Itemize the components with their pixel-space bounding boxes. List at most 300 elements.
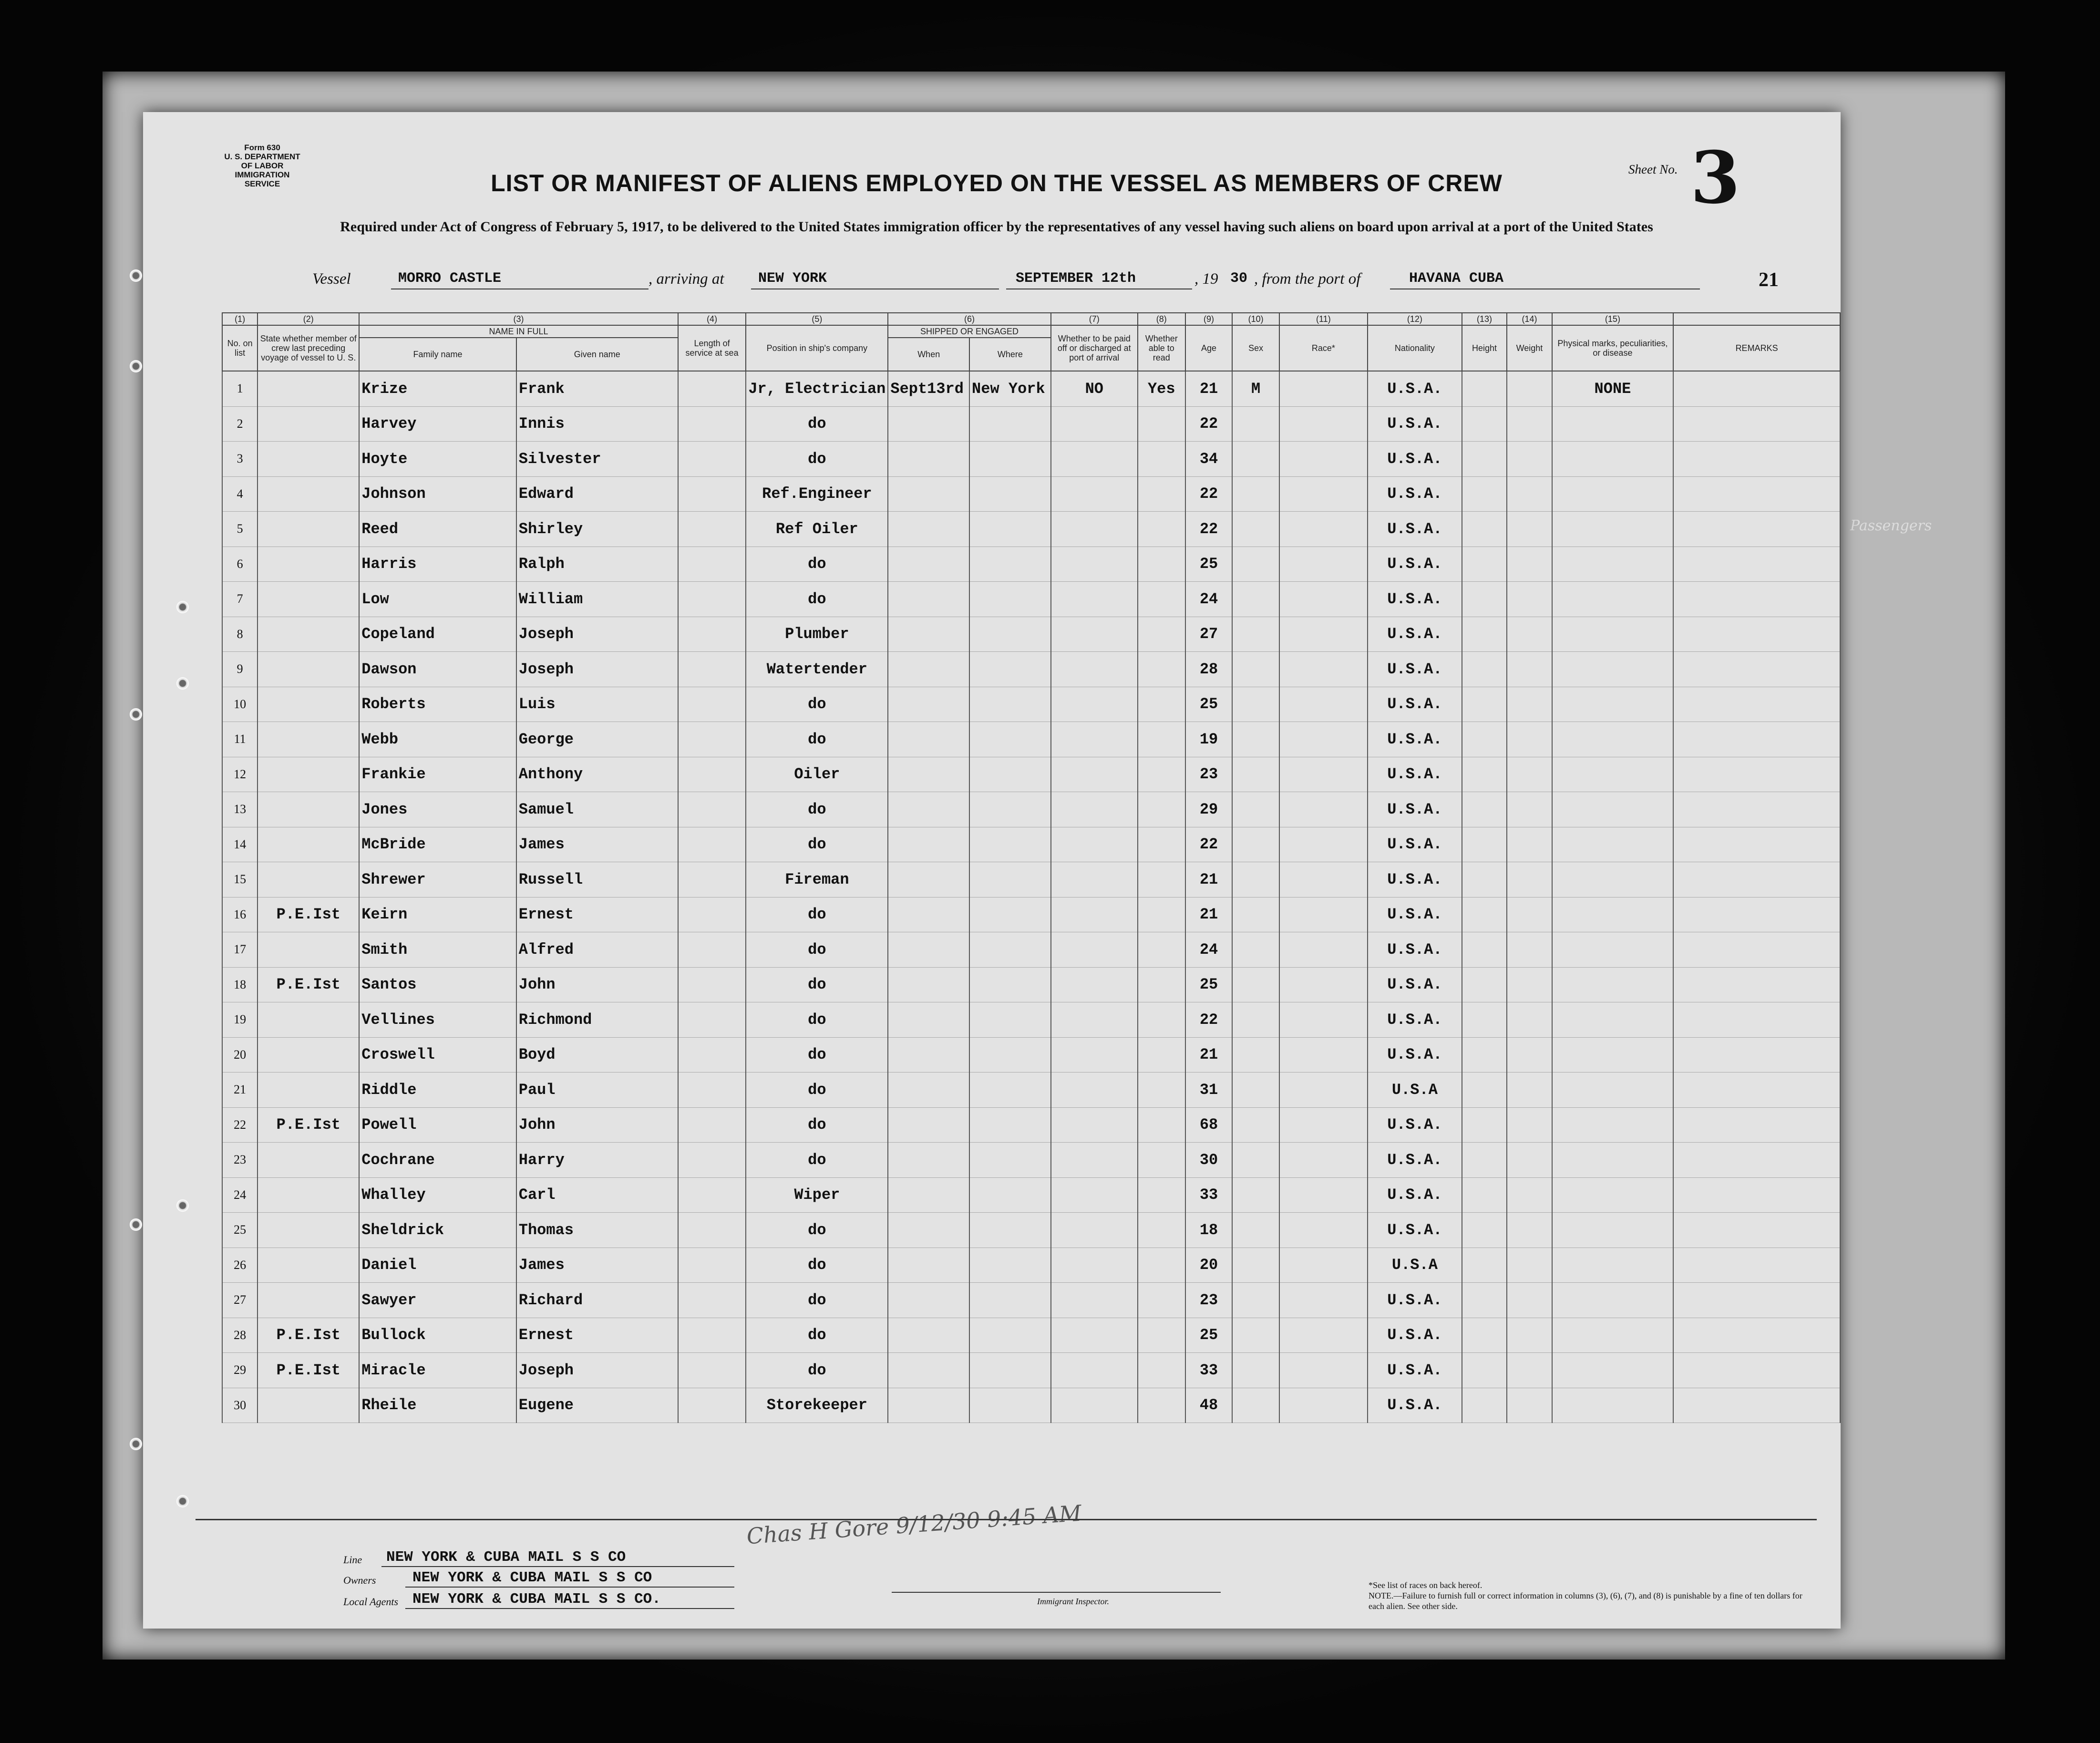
age-cell: 29 (1185, 792, 1233, 827)
remarks-cell (1673, 967, 1840, 1002)
row-number-cell: 29 (222, 1353, 257, 1388)
shipped-where-cell (969, 1037, 1051, 1073)
able-to-read-cell (1138, 512, 1185, 547)
height-cell (1462, 897, 1507, 932)
sex-cell: M (1232, 371, 1279, 406)
shipped-when-cell (888, 862, 969, 897)
shipped-when-cell (888, 792, 969, 827)
table-row (222, 722, 1840, 757)
shipped-where-cell (969, 652, 1051, 687)
remarks-cell (1673, 932, 1840, 968)
race-cell (1279, 1002, 1368, 1038)
header-name-in-full: NAME IN FULL (359, 325, 678, 338)
physical-marks-cell (1552, 476, 1673, 512)
family-name-cell: Harris (359, 547, 516, 582)
nationality-cell: U.S.A. (1368, 757, 1462, 792)
given-name-cell: Silvester (516, 442, 678, 477)
length-of-service-cell (678, 1283, 746, 1318)
height-cell (1462, 1353, 1507, 1388)
shipped-when-cell (888, 1177, 969, 1213)
weight-cell (1507, 1213, 1552, 1248)
height-cell (1462, 512, 1507, 547)
punch-hole-icon (176, 1495, 189, 1507)
race-cell (1279, 1318, 1368, 1353)
family-name-cell: Low (359, 582, 516, 617)
header-physical-marks: Physical marks, peculiarities, or disease (1552, 325, 1673, 371)
position-cell: do (746, 1143, 888, 1178)
height-cell (1462, 687, 1507, 722)
table-row (222, 932, 1840, 968)
header-given-name: Given name (516, 338, 678, 371)
weight-cell (1507, 371, 1552, 406)
page-number: 21 (1759, 269, 1779, 291)
able-to-read-cell (1138, 1073, 1185, 1108)
age-cell: 25 (1185, 1318, 1233, 1353)
paid-off-cell (1051, 862, 1138, 897)
shipped-where-cell (969, 722, 1051, 757)
height-cell (1462, 582, 1507, 617)
able-to-read-cell (1138, 757, 1185, 792)
sex-cell (1232, 1283, 1279, 1318)
length-of-service-cell (678, 406, 746, 442)
length-of-service-cell (678, 862, 746, 897)
previous-voyage-cell (257, 1073, 359, 1108)
footnote (1369, 1580, 1807, 1611)
age-cell: 30 (1185, 1143, 1233, 1178)
race-cell (1279, 371, 1368, 406)
paid-off-cell (1051, 1143, 1138, 1178)
able-to-read-cell (1138, 687, 1185, 722)
family-name-cell: Cochrane (359, 1143, 516, 1178)
able-to-read-cell (1138, 1248, 1185, 1283)
weight-cell (1507, 1388, 1552, 1423)
nationality-cell: U.S.A. (1368, 722, 1462, 757)
paid-off-cell (1051, 897, 1138, 932)
length-of-service-cell (678, 547, 746, 582)
able-to-read-cell (1138, 862, 1185, 897)
shipped-where-cell (969, 547, 1051, 582)
given-name-cell: Edward (516, 476, 678, 512)
family-name-cell: Whalley (359, 1177, 516, 1213)
header-remarks: REMARKS (1673, 325, 1840, 371)
weight-cell (1507, 1248, 1552, 1283)
able-to-read-cell (1138, 1143, 1185, 1178)
remarks-cell (1673, 652, 1840, 687)
nationality-cell: U.S.A. (1368, 792, 1462, 827)
punch-hole-icon (130, 708, 142, 721)
crew-manifest-table (222, 312, 1841, 1423)
race-cell (1279, 1177, 1368, 1213)
given-name-cell: Carl (516, 1177, 678, 1213)
physical-marks-cell (1552, 1388, 1673, 1423)
previous-voyage-cell (257, 1143, 359, 1178)
able-to-read-cell (1138, 1213, 1185, 1248)
height-cell (1462, 1177, 1507, 1213)
physical-marks-cell (1552, 862, 1673, 897)
race-cell (1279, 1283, 1368, 1318)
length-of-service-cell (678, 932, 746, 968)
table-row (222, 1388, 1840, 1423)
table-row (222, 512, 1840, 547)
remarks-cell (1673, 897, 1840, 932)
given-name-cell: John (516, 1107, 678, 1143)
subtitle: Required under Act of Congress of February 5, 1917, to be delivered to the United States immigration officer by the representatives of any vessel having such aliens on board upon arrival at a port of the United States (340, 219, 1653, 235)
paid-off-cell (1051, 652, 1138, 687)
sex-cell (1232, 722, 1279, 757)
physical-marks-cell (1552, 687, 1673, 722)
nationality-cell: U.S.A. (1368, 652, 1462, 687)
punch-hole-icon (130, 1438, 142, 1450)
sex-cell (1232, 1318, 1279, 1353)
shipped-where-cell (969, 1002, 1051, 1038)
sex-cell (1232, 1177, 1279, 1213)
nationality-cell: U.S.A. (1368, 1318, 1462, 1353)
row-number-cell: 8 (222, 617, 257, 652)
col-num: (14) (1507, 313, 1552, 325)
able-to-read-cell (1138, 652, 1185, 687)
age-cell: 21 (1185, 897, 1233, 932)
previous-voyage-cell (257, 652, 359, 687)
paid-off-cell (1051, 1073, 1138, 1108)
remarks-cell (1673, 476, 1840, 512)
manifest-page (143, 112, 1841, 1629)
height-cell (1462, 547, 1507, 582)
remarks-cell (1673, 1073, 1840, 1108)
sex-cell (1232, 1073, 1279, 1108)
given-name-cell: John (516, 967, 678, 1002)
nationality-cell: U.S.A. (1368, 1388, 1462, 1423)
sex-cell (1232, 897, 1279, 932)
given-name-cell: Joseph (516, 1353, 678, 1388)
position-cell: do (746, 827, 888, 862)
previous-voyage-cell (257, 862, 359, 897)
shipped-when-cell (888, 1388, 969, 1423)
family-name-cell: McBride (359, 827, 516, 862)
height-cell (1462, 617, 1507, 652)
paid-off-cell (1051, 827, 1138, 862)
paid-off-cell (1051, 406, 1138, 442)
nationality-cell: U.S.A (1368, 1073, 1462, 1108)
table-row (222, 406, 1840, 442)
row-number-cell: 6 (222, 547, 257, 582)
header-family-name: Family name (359, 338, 516, 371)
physical-marks-cell (1552, 757, 1673, 792)
able-to-read-cell (1138, 1002, 1185, 1038)
previous-voyage-cell (257, 476, 359, 512)
able-to-read-cell (1138, 1283, 1185, 1318)
position-cell: do (746, 1002, 888, 1038)
punch-hole-icon (130, 269, 142, 282)
row-number-cell: 30 (222, 1388, 257, 1423)
family-name-cell: Krize (359, 371, 516, 406)
given-name-cell: Innis (516, 406, 678, 442)
paid-off-cell (1051, 1388, 1138, 1423)
remarks-cell (1673, 1107, 1840, 1143)
column-header-row (222, 325, 1840, 338)
punch-hole-icon (176, 677, 189, 690)
owners-value: NEW YORK & CUBA MAIL S S CO (412, 1569, 652, 1586)
physical-marks-cell (1552, 1073, 1673, 1108)
row-number-cell: 9 (222, 652, 257, 687)
able-to-read-cell (1138, 897, 1185, 932)
vessel-line (312, 270, 1838, 294)
weight-cell (1507, 967, 1552, 1002)
nationality-cell: U.S.A. (1368, 1002, 1462, 1038)
age-cell: 22 (1185, 406, 1233, 442)
given-name-cell: George (516, 722, 678, 757)
col-num: (4) (678, 313, 746, 325)
sex-cell (1232, 1213, 1279, 1248)
able-to-read-cell (1138, 1318, 1185, 1353)
given-name-cell: Shirley (516, 512, 678, 547)
sex-cell (1232, 757, 1279, 792)
table-row (222, 476, 1840, 512)
family-name-cell: Miracle (359, 1353, 516, 1388)
given-name-cell: Richmond (516, 1002, 678, 1038)
previous-voyage-cell (257, 1177, 359, 1213)
table-row (222, 547, 1840, 582)
weight-cell (1507, 547, 1552, 582)
weight-cell (1507, 862, 1552, 897)
table-row (222, 1248, 1840, 1283)
paid-off-cell (1051, 932, 1138, 968)
shipped-when-cell (888, 1073, 969, 1108)
table-row (222, 687, 1840, 722)
shipped-where-cell: New York (969, 371, 1051, 406)
weight-cell (1507, 687, 1552, 722)
able-to-read-cell (1138, 722, 1185, 757)
sex-cell (1232, 442, 1279, 477)
given-name-cell: Ernest (516, 897, 678, 932)
length-of-service-cell (678, 827, 746, 862)
paid-off-cell (1051, 757, 1138, 792)
family-name-cell: Croswell (359, 1037, 516, 1073)
table-row (222, 1037, 1840, 1073)
paid-off-cell (1051, 1107, 1138, 1143)
length-of-service-cell (678, 1177, 746, 1213)
table-row (222, 1002, 1840, 1038)
row-number-cell: 17 (222, 932, 257, 968)
given-name-cell: Alfred (516, 932, 678, 968)
family-name-cell: Powell (359, 1107, 516, 1143)
row-number-cell: 23 (222, 1143, 257, 1178)
shipped-where-cell (969, 512, 1051, 547)
header-weight: Weight (1507, 325, 1552, 371)
nationality-cell: U.S.A. (1368, 1283, 1462, 1318)
col-num: (11) (1279, 313, 1368, 325)
race-cell (1279, 862, 1368, 897)
able-to-read-cell (1138, 827, 1185, 862)
previous-voyage-cell (257, 722, 359, 757)
age-cell: 25 (1185, 967, 1233, 1002)
length-of-service-cell (678, 1353, 746, 1388)
header-no-on-list: No. on list (222, 325, 257, 371)
row-number-cell: 26 (222, 1248, 257, 1283)
remarks-cell (1673, 1283, 1840, 1318)
col-num: (2) (257, 313, 359, 325)
age-cell: 18 (1185, 1213, 1233, 1248)
nationality-cell: U.S.A (1368, 1248, 1462, 1283)
race-cell (1279, 1107, 1368, 1143)
weight-cell (1507, 792, 1552, 827)
shipped-when-cell (888, 687, 969, 722)
table-row (222, 757, 1840, 792)
previous-voyage-cell (257, 442, 359, 477)
sex-cell (1232, 617, 1279, 652)
header-position: Position in ship's company (746, 325, 888, 371)
col-num: (1) (222, 313, 257, 325)
race-cell (1279, 1213, 1368, 1248)
col-num: (7) (1051, 313, 1138, 325)
shipped-where-cell (969, 1388, 1051, 1423)
position-cell: do (746, 967, 888, 1002)
row-number-cell: 21 (222, 1073, 257, 1108)
shipped-when-cell (888, 1143, 969, 1178)
shipped-where-cell (969, 1107, 1051, 1143)
previous-voyage-cell (257, 932, 359, 968)
table-row (222, 442, 1840, 477)
row-number-cell: 12 (222, 757, 257, 792)
race-cell (1279, 792, 1368, 827)
punch-hole-icon (176, 1199, 189, 1212)
position-cell: do (746, 1213, 888, 1248)
line-label: Line (343, 1554, 362, 1566)
family-name-cell: Harvey (359, 406, 516, 442)
nationality-cell: U.S.A. (1368, 547, 1462, 582)
race-cell (1279, 827, 1368, 862)
position-cell: do (746, 1353, 888, 1388)
shipped-where-cell (969, 476, 1051, 512)
previous-voyage-cell (257, 1002, 359, 1038)
position-cell: Storekeeper (746, 1388, 888, 1423)
header-able-to-read: Whether able to read (1138, 325, 1185, 371)
nationality-cell: U.S.A. (1368, 967, 1462, 1002)
row-number-cell: 13 (222, 792, 257, 827)
height-cell (1462, 862, 1507, 897)
length-of-service-cell (678, 476, 746, 512)
remarks-cell (1673, 1177, 1840, 1213)
height-cell (1462, 476, 1507, 512)
table-row (222, 1143, 1840, 1178)
physical-marks-cell (1552, 1318, 1673, 1353)
footnote-races: *See list of races on back hereof. (1369, 1580, 1482, 1590)
sex-cell (1232, 476, 1279, 512)
position-cell: do (746, 1037, 888, 1073)
header-nationality: Nationality (1368, 325, 1462, 371)
nationality-cell: U.S.A. (1368, 442, 1462, 477)
age-cell: 68 (1185, 1107, 1233, 1143)
previous-voyage-cell: P.E.Ist (257, 1353, 359, 1388)
paid-off-cell (1051, 792, 1138, 827)
age-cell: 28 (1185, 652, 1233, 687)
sex-cell (1232, 827, 1279, 862)
age-cell: 31 (1185, 1073, 1233, 1108)
length-of-service-cell (678, 442, 746, 477)
vessel-name: MORRO CASTLE (398, 270, 502, 287)
side-note: Passengers (1850, 517, 1932, 534)
remarks-cell (1673, 792, 1840, 827)
previous-voyage-cell: P.E.Ist (257, 967, 359, 1002)
physical-marks-cell (1552, 1107, 1673, 1143)
age-cell: 21 (1185, 371, 1233, 406)
race-cell (1279, 1143, 1368, 1178)
age-cell: 19 (1185, 722, 1233, 757)
sex-cell (1232, 512, 1279, 547)
age-cell: 24 (1185, 582, 1233, 617)
race-cell (1279, 1388, 1368, 1423)
agents-label: Local Agents (343, 1596, 399, 1608)
row-number-cell: 24 (222, 1177, 257, 1213)
paid-off-cell (1051, 512, 1138, 547)
sex-cell (1232, 547, 1279, 582)
race-cell (1279, 1353, 1368, 1388)
shipped-where-cell (969, 1073, 1051, 1108)
shipped-when-cell (888, 1318, 969, 1353)
paid-off-cell (1051, 1318, 1138, 1353)
position-cell: Watertender (746, 652, 888, 687)
length-of-service-cell (678, 687, 746, 722)
col-num: (3) (359, 313, 678, 325)
age-cell: 22 (1185, 827, 1233, 862)
nationality-cell: U.S.A. (1368, 582, 1462, 617)
shipped-where-cell (969, 442, 1051, 477)
header-when: When (888, 338, 969, 371)
nationality-cell: U.S.A. (1368, 1213, 1462, 1248)
shipped-where-cell (969, 1283, 1051, 1318)
able-to-read-cell (1138, 476, 1185, 512)
weight-cell (1507, 512, 1552, 547)
table-row (222, 967, 1840, 1002)
length-of-service-cell (678, 1388, 746, 1423)
height-cell (1462, 1037, 1507, 1073)
able-to-read-cell (1138, 967, 1185, 1002)
service: IMMIGRATION SERVICE (235, 170, 290, 188)
shipped-when-cell (888, 406, 969, 442)
header-sex: Sex (1232, 325, 1279, 371)
previous-voyage-cell (257, 582, 359, 617)
table-row (222, 827, 1840, 862)
punch-hole-icon (176, 601, 189, 613)
race-cell (1279, 476, 1368, 512)
physical-marks-cell (1552, 512, 1673, 547)
table-row (222, 1283, 1840, 1318)
length-of-service-cell (678, 1213, 746, 1248)
height-cell (1462, 792, 1507, 827)
col-num: (5) (746, 313, 888, 325)
header-paid-off: Whether to be paid off or discharged at port of arrival (1051, 325, 1138, 371)
height-cell (1462, 757, 1507, 792)
physical-marks-cell (1552, 406, 1673, 442)
paid-off-cell (1051, 1177, 1138, 1213)
sex-cell (1232, 1388, 1279, 1423)
family-name-cell: Frankie (359, 757, 516, 792)
race-cell (1279, 1037, 1368, 1073)
previous-voyage-cell (257, 1213, 359, 1248)
family-name-cell: Dawson (359, 652, 516, 687)
table-row (222, 862, 1840, 897)
position-cell: Ref.Engineer (746, 476, 888, 512)
sex-cell (1232, 687, 1279, 722)
physical-marks-cell (1552, 1002, 1673, 1038)
arriving-label: , arriving at (649, 270, 724, 288)
height-cell (1462, 722, 1507, 757)
remarks-cell (1673, 617, 1840, 652)
table-row (222, 582, 1840, 617)
weight-cell (1507, 932, 1552, 968)
shipped-where-cell (969, 792, 1051, 827)
nationality-cell: U.S.A. (1368, 1037, 1462, 1073)
age-cell: 24 (1185, 932, 1233, 968)
